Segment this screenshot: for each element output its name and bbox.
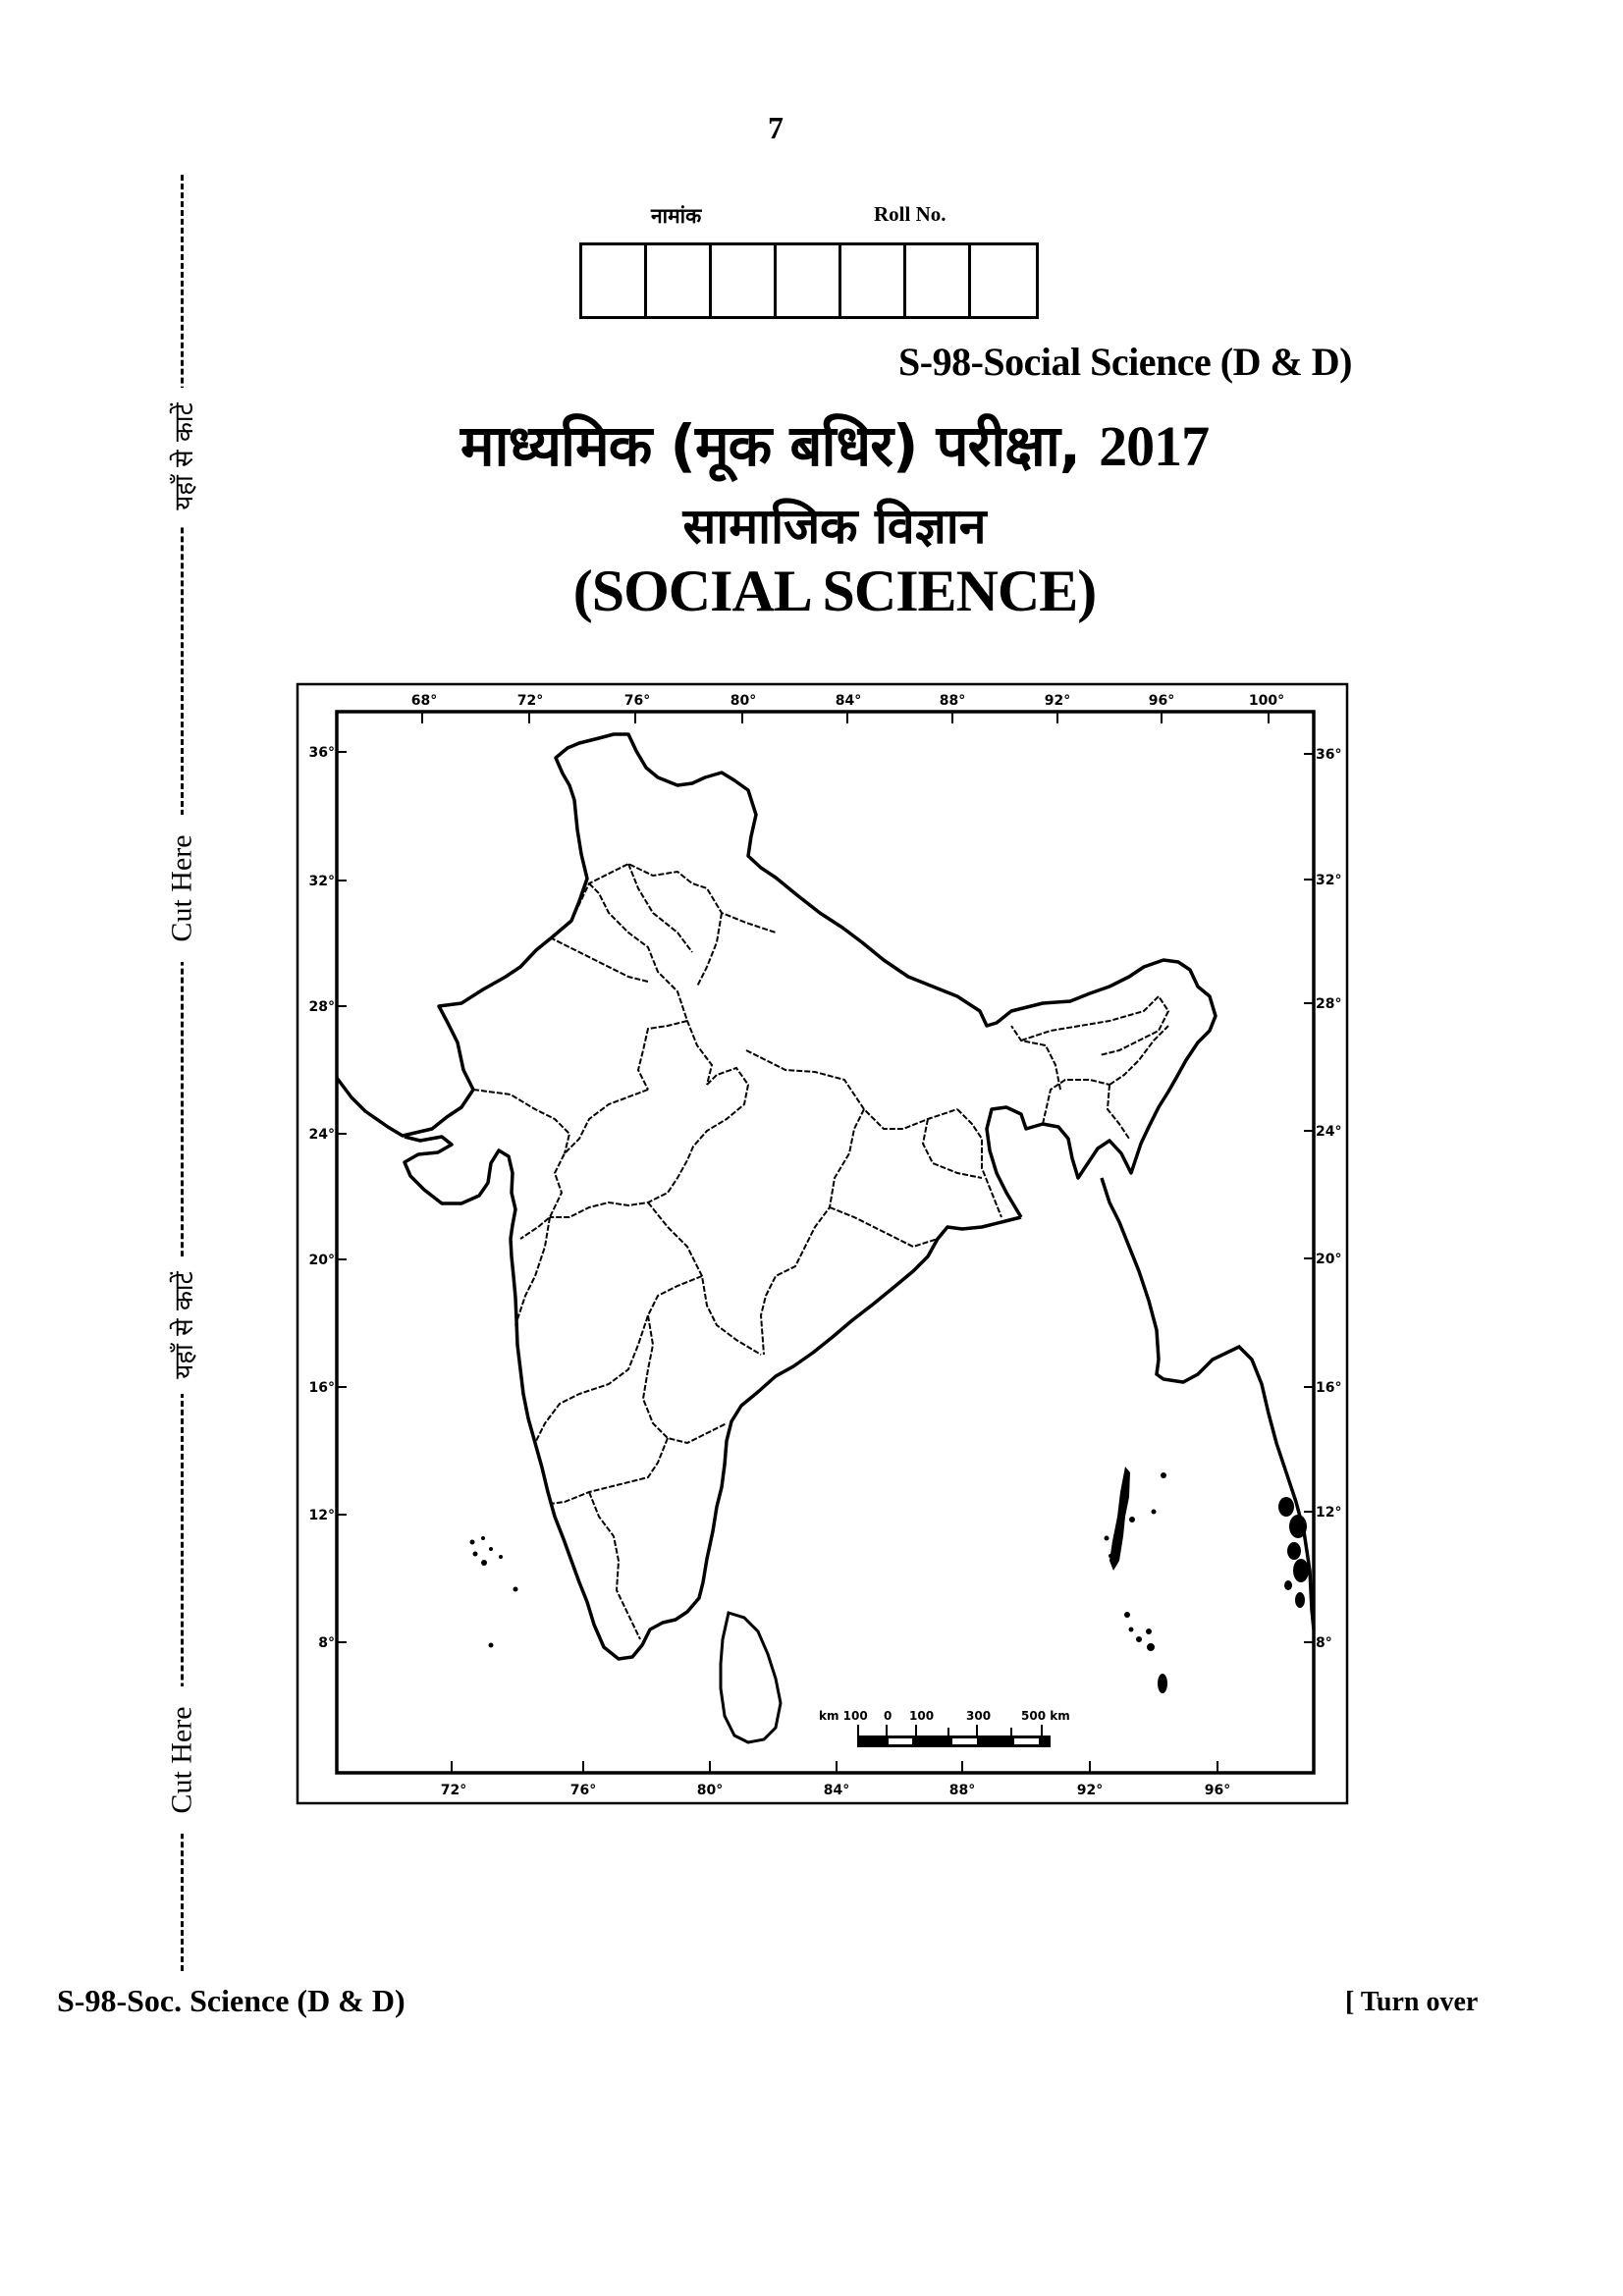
myanmar-coastal-islands <box>1278 1497 1309 1608</box>
longitude-label: 76° <box>623 693 651 709</box>
roll-number-digit-box[interactable] <box>647 245 712 316</box>
latitude-label: 12° <box>308 1508 335 1523</box>
page-number: 7 <box>768 110 784 145</box>
roll-number-digit-box[interactable] <box>971 245 1036 316</box>
scale-label: 100 <box>909 1709 935 1723</box>
state-boundaries <box>473 864 1168 1639</box>
roll-number-digit-box[interactable] <box>712 245 777 316</box>
roll-number-boxes <box>579 242 1039 319</box>
cut-here-label: Cut Here <box>157 1686 208 1834</box>
map-outer-frame <box>298 684 1347 1803</box>
latitude-label: 16° <box>308 1380 335 1396</box>
roll-number-digit-box[interactable] <box>777 245 841 316</box>
lakshadweep-islands <box>470 1536 518 1648</box>
longitude-label: 76° <box>569 1783 597 1798</box>
latitude-label: 24° <box>1316 1124 1342 1140</box>
scale-label: 500 km <box>1021 1709 1070 1723</box>
longitude-label: 72° <box>440 1783 467 1798</box>
subject-title-english: (SOCIAL SCIENCE) <box>572 559 1097 623</box>
roll-number-digit-box[interactable] <box>582 245 647 316</box>
roll-number-label-hindi: नामांक <box>651 204 702 228</box>
latitude-label: 32° <box>308 874 335 889</box>
bottom-longitude-axis <box>452 1761 1217 1773</box>
latitude-label: 32° <box>1316 873 1342 888</box>
latitude-label: 8° <box>318 1635 335 1651</box>
longitude-label: 92° <box>1076 1783 1104 1798</box>
latitude-label: 28° <box>1316 996 1342 1012</box>
longitude-label: 80° <box>730 693 757 709</box>
latitude-label: 36° <box>1316 747 1342 763</box>
latitude-label: 36° <box>308 745 335 761</box>
scale-bar <box>819 1709 1070 1747</box>
paper-code: S-98-Social Science (D & D) <box>898 340 1352 384</box>
latitude-label: 8° <box>1316 1635 1332 1651</box>
longitude-label: 96° <box>1204 1783 1231 1798</box>
map-inner-frame <box>337 712 1314 1773</box>
roll-number-digit-box[interactable] <box>841 245 906 316</box>
longitude-label: 68° <box>410 693 438 709</box>
cut-here-label-hindi: यहाँ से काटें <box>157 1256 208 1394</box>
longitude-label: 84° <box>823 1783 850 1798</box>
cut-here-label: Cut Here <box>157 815 208 962</box>
left-latitude-axis <box>337 752 347 1642</box>
exam-title-hindi <box>0 404 1623 482</box>
neighbouring-coastline <box>1102 1178 1314 1629</box>
latitude-label: 28° <box>308 999 335 1015</box>
scale-label: 0 <box>884 1709 893 1723</box>
scale-label: 300 <box>966 1709 992 1723</box>
longitude-label: 88° <box>939 693 966 709</box>
andaman-nicobar-islands <box>1105 1467 1168 1693</box>
right-latitude-axis <box>1304 754 1314 1642</box>
exam-title-text: माध्यमिक (मूक बधिर) परीक्षा, <box>460 412 1100 479</box>
roll-number-digit-box[interactable] <box>906 245 971 316</box>
longitude-label: 100° <box>1248 693 1285 709</box>
longitude-label: 84° <box>835 693 862 709</box>
latitude-label: 20° <box>1316 1252 1342 1267</box>
sri-lanka-outline <box>721 1613 781 1742</box>
latitude-label: 12° <box>1316 1505 1342 1521</box>
latitude-label: 20° <box>308 1253 335 1268</box>
roll-number-label: Roll No. <box>874 202 947 226</box>
latitude-label: 16° <box>1316 1380 1342 1396</box>
longitude-label: 96° <box>1148 693 1175 709</box>
latitude-label: 24° <box>308 1127 335 1143</box>
turn-over-note: [ Turn over <box>1345 1987 1479 2017</box>
exam-year: 2017 <box>1099 414 1210 478</box>
longitude-label: 92° <box>1044 693 1071 709</box>
india-national-boundary <box>337 734 1216 1659</box>
scale-label: km 100 <box>819 1709 868 1723</box>
top-longitude-axis <box>422 712 1269 723</box>
longitude-label: 80° <box>696 1783 724 1798</box>
longitude-label: 72° <box>516 693 544 709</box>
subject-title-hindi: सामाजिक विज्ञान <box>682 498 987 555</box>
footer-paper-code: S-98-Soc. Science (D & D) <box>57 1983 406 2018</box>
longitude-label: 88° <box>948 1783 976 1798</box>
cut-here-label-hindi: यहाँ से काटें <box>157 388 208 525</box>
